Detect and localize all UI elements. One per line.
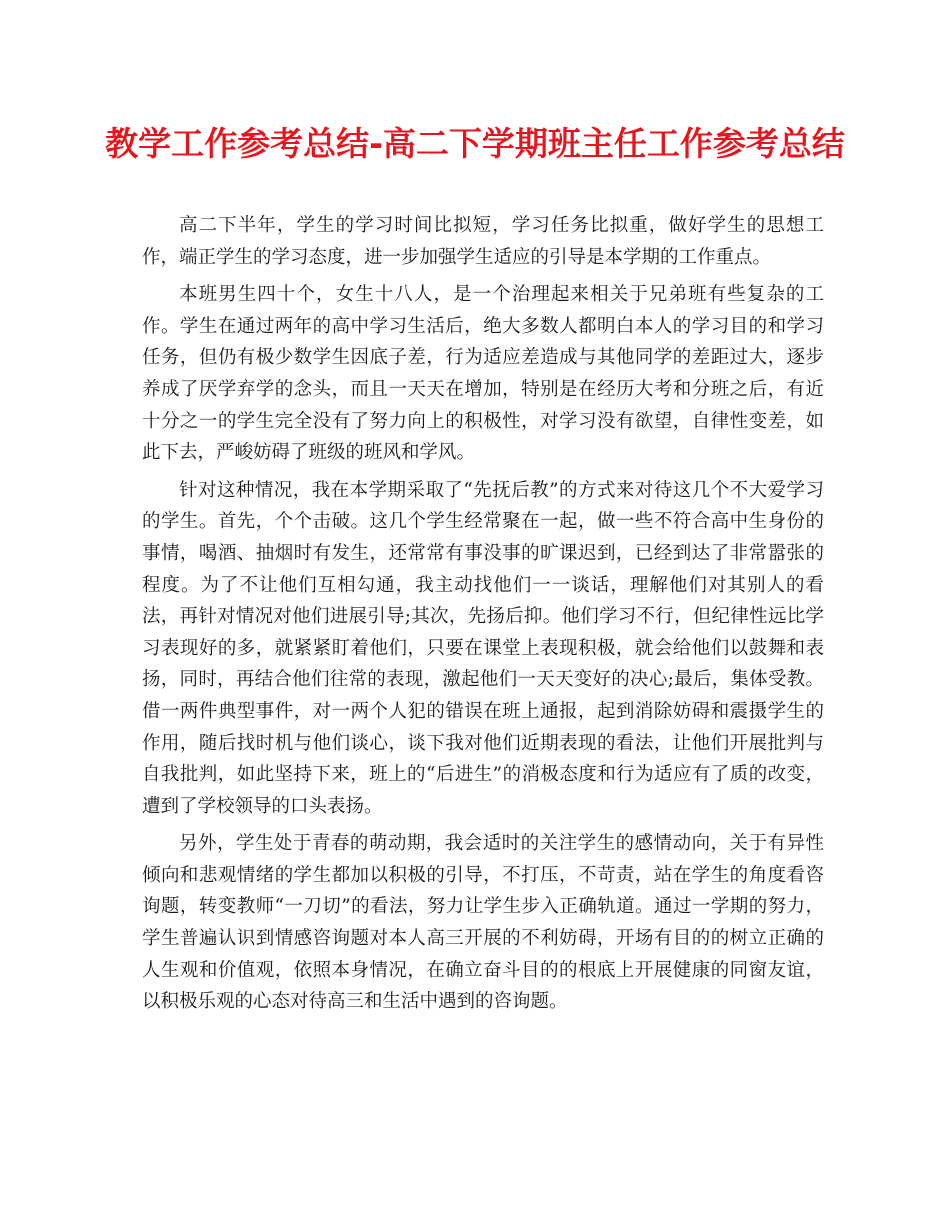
document-title: 教学工作参考总结-高二下学期班主任工作参考总结 — [105, 124, 845, 163]
paragraph-2: 本班男生四十个，女生十八人，是一个治理起来相关于兄弟班有些复杂的工作。学生在通过两年的高中学习生活后，绝大多数人都明白本人的学习目的和学习任务，但仍有极少数学生因底子差，行为适应差造成与其他同学的差距过大，逐步养成了厌学弃学的念头，而且一天天在增加，特别是在经历大考和分班之后，有近十分之一的学生完全没有了努力向上的积极性，对学习没有欲望，自律性变差，如此下去，严峻妨碍了班级的班风和学风。 — [142, 284, 824, 464]
paragraph-4: 另外，学生处于青春的萌动期，我会适时的关注学生的感情动向，关于有异性倾向和悲观情绪的学生都加以积极的引导，不打压，不苛责，站在学生的角度看咨询题，转变教师“一刀切”的看法，努力让学生步入正确轨道。通过一学期的努力，学生普遍认识到情感咨询题对本人高三开展的不利妨碍，开场有目的的树立正确的人生观和价值观，依照本身情况，在确立奋斗目的的根底上开展健康的同窗友谊，以积极乐观的心态对待高三和生活中遇到的咨询题。 — [142, 833, 824, 1013]
paragraph-3: 针对这种情况，我在本学期采取了“先抚后教”的方式来对待这几个不大爱学习的学生。首先，个个击破。这几个学生经常聚在一起，做一些不符合高中生身份的事情，喝酒、抽烟时有发生，还常常有事没事的旷课迟到，已经到达了非常嚣张的程度。为了不让他们互相勾通，我主动找他们一一谈话，理解他们对其别人的看法，再针对情况对他们进展引导;其次，先扬后抑。他们学习不行，但纪律性远比学习表现好的多，就紧紧盯着他们，只要在课堂上表现积极，就会给他们以鼓舞和表扬，同时，再结合他们往常的表现，激起他们一天天变好的决心;最后，集体受教。借一两件典型事件，对一两个人犯的错误在班上通报，起到消除妨碍和震摄学生的作用，随后找时机与他们谈心，谈下我对他们近期表现的看法，让他们开展批判与自我批判，如此坚持下来，班上的“后进生”的消极态度和行为适应有了质的改变，遭到了学校领导的口头表扬。 — [142, 479, 824, 817]
paragraph-1: 高二下半年，学生的学习时间比拟短，学习任务比拟重，做好学生的思想工作，端正学生的学习态度，进一步加强学生适应的引导是本学期的工作重点。 — [142, 215, 824, 268]
document-body — [142, 210, 824, 1024]
